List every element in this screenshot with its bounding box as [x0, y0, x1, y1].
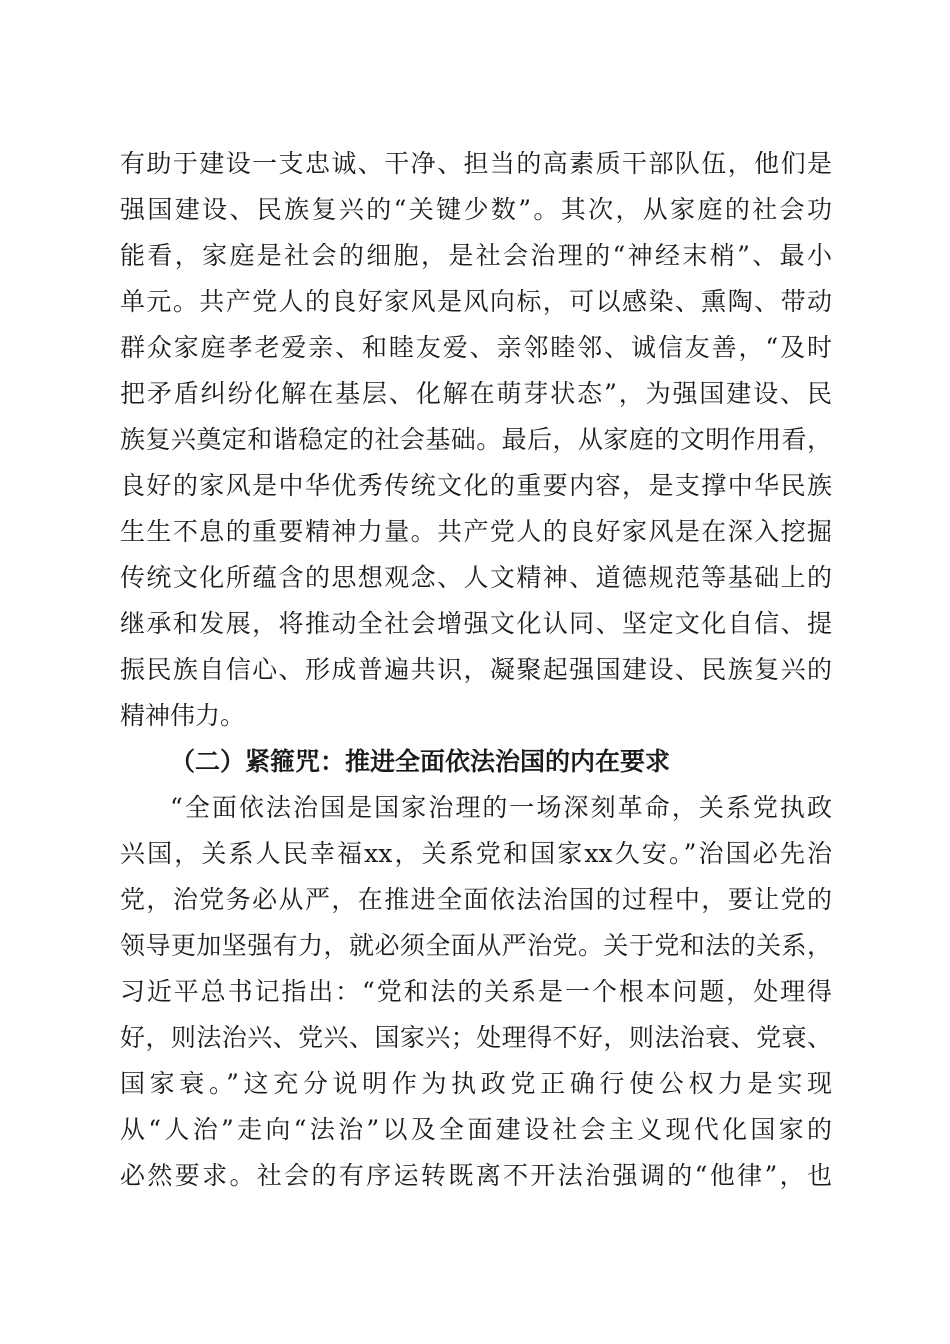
- paragraph-line: 继承和发展，将推动全社会增强文化认同、坚定文化自信、提: [120, 609, 832, 638]
- paragraph-line: 习近平总书记指出：“党和法的关系是一个根本问题，处理得: [120, 977, 832, 1006]
- paragraph-line: 群众家庭孝老爱亲、和睦友爱、亲邻睦邻、诚信友善，“及时: [120, 333, 832, 362]
- paragraph-line: 生生不息的重要精神力量。共产党人的良好家风是在深入挖掘: [120, 517, 832, 546]
- paragraph-line: 兴国，关系人民幸福xx，关系党和国家xx久安。”治国必先治: [120, 839, 832, 868]
- paragraph-line: 国家衰。”这充分说明作为执政党正确行使公权力是实现: [120, 1069, 832, 1098]
- paragraph-line: 把矛盾纠纷化解在基层、化解在萌芽状态”，为强国建设、民: [120, 379, 832, 408]
- paragraph-line: 单元。共产党人的良好家风是风向标，可以感染、熏陶、带动: [120, 287, 832, 316]
- paragraph-line: 党，治党务必从严，在推进全面依法治国的过程中，要让党的: [120, 885, 832, 914]
- paragraph-line: 从“人治”走向“法治”以及全面建设社会主义现代化国家的: [120, 1115, 832, 1144]
- paragraph-line: 强国建设、民族复兴的“关键少数”。其次，从家庭的社会功: [120, 195, 832, 224]
- paragraph-line: 振民族自信心、形成普遍共识，凝聚起强国建设、民族复兴的: [120, 655, 832, 684]
- paragraph-line: 领导更加坚强有力，就必须全面从严治党。关于党和法的关系，: [120, 931, 832, 960]
- section-heading: （二）紧箍咒：推进全面依法治国的内在要求: [170, 747, 671, 776]
- paragraph-line: 精神伟力。: [120, 701, 246, 730]
- paragraph-line: 必然要求。社会的有序运转既离不开法治强调的“他律”，也: [120, 1161, 832, 1190]
- paragraph-line: 能看，家庭是社会的细胞，是社会治理的“神经末梢”、最小: [120, 241, 832, 270]
- paragraph-line: 传统文化所蕴含的思想观念、人文精神、道德规范等基础上的: [120, 563, 832, 592]
- paragraph-line: 好，则法治兴、党兴、国家兴；处理得不好，则法治衰、党衰、: [120, 1023, 832, 1052]
- paragraph-line: “全面依法治国是国家治理的一场深刻革命，关系党执政: [170, 793, 832, 822]
- paragraph-line: 有助于建设一支忠诚、干净、担当的高素质干部队伍，他们是: [120, 149, 832, 178]
- paragraph-line: 族复兴奠定和谐稳定的社会基础。最后，从家庭的文明作用看，: [120, 425, 832, 454]
- paragraph-line: 良好的家风是中华优秀传统文化的重要内容，是支撑中华民族: [120, 471, 832, 500]
